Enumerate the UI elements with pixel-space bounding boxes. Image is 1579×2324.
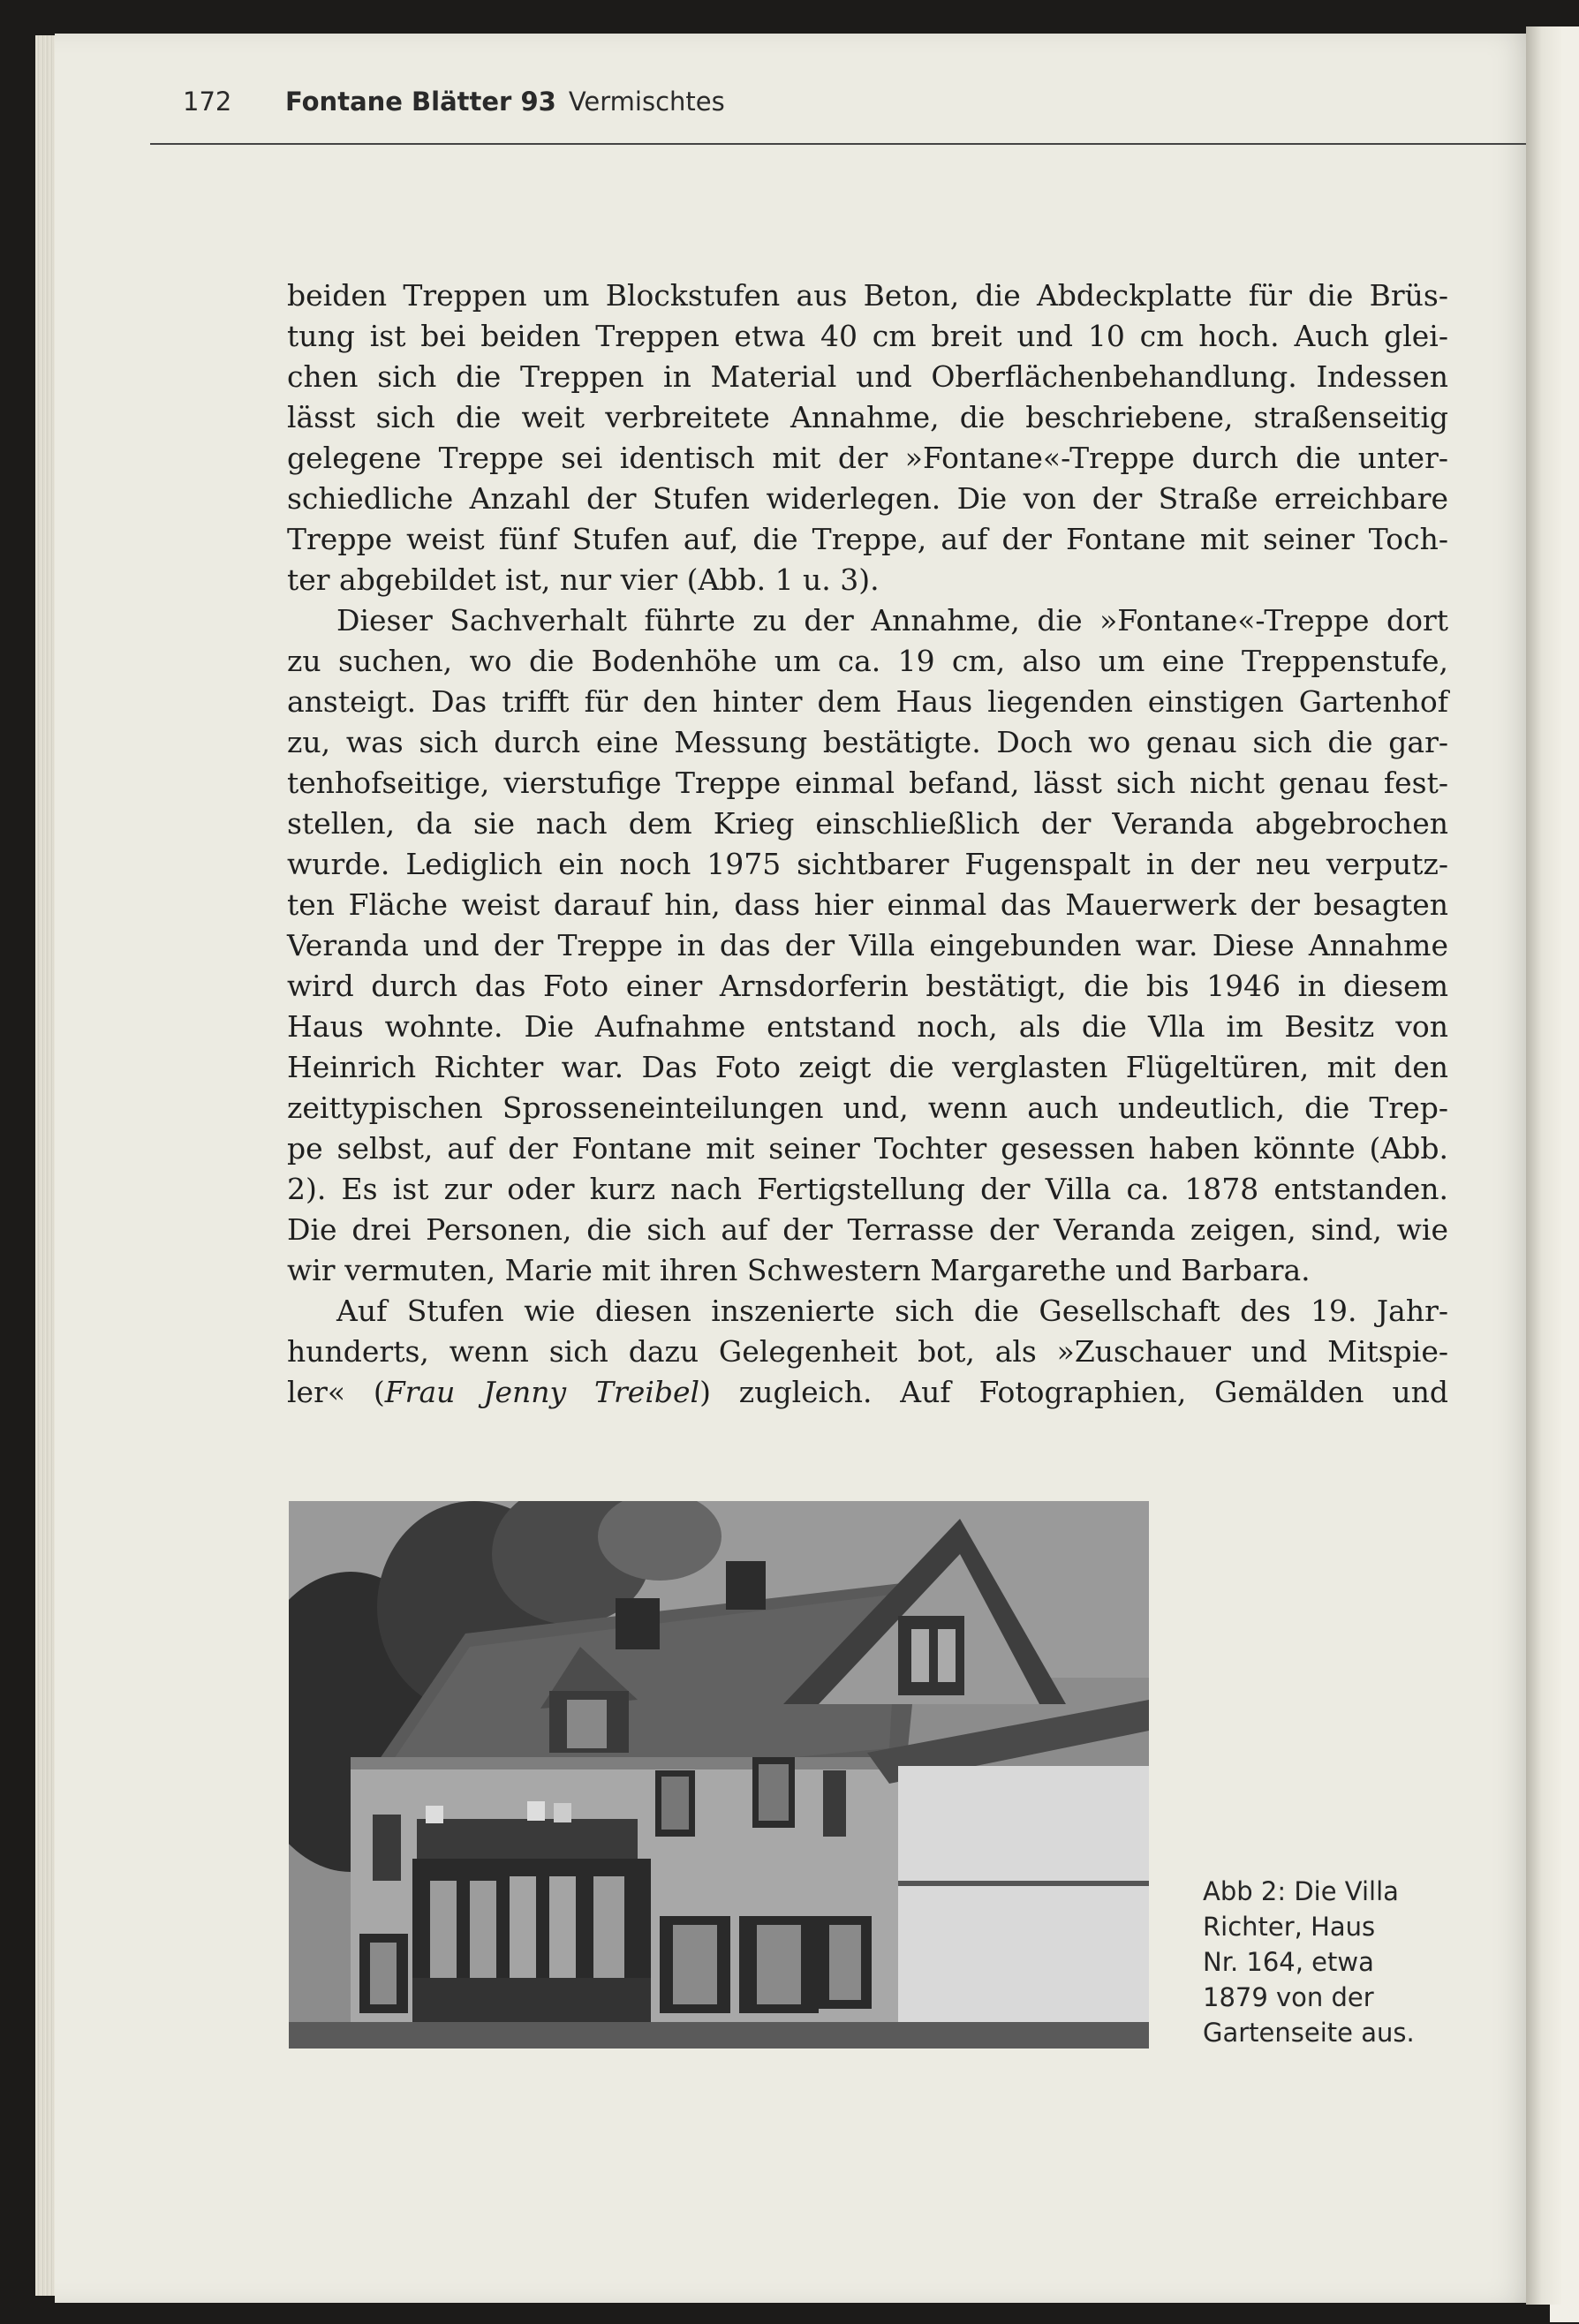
text-line: tung ist bei beiden Treppen etwa 40 cm breit und 10 cm hoch. Auch glei- <box>287 319 1448 353</box>
journal-title: Fontane Blätter 93 <box>285 87 556 117</box>
text-line: zeittypischen Sprosseneinteilungen und, wenn auch undeutlich, die Trep- <box>287 1090 1448 1125</box>
text-line: lässt sich die weit verbreitete Annahme, die beschriebene, straßenseitig <box>287 400 1448 434</box>
villa-photograph <box>289 1501 1149 2049</box>
text-line: wir vermuten, Marie mit ihren Schwestern Margarethe und Barbara. <box>287 1253 1311 1287</box>
section-title: Vermischtes <box>568 87 725 117</box>
book-title-italic: Frau Jenny Treibel <box>384 1375 700 1409</box>
text-line: Die drei Personen, die sich auf der Terrasse der Veranda zeigen, sind, wie <box>287 1212 1448 1247</box>
header-rule <box>150 143 1526 145</box>
text-line: hunderts, wenn sich dazu Gelegenheit bot, als »Zuschauer und Mitspie- <box>287 1334 1448 1369</box>
text-line: pe selbst, auf der Fontane mit seiner Tochter gesessen haben könnte (Abb. <box>287 1131 1448 1166</box>
text-line: beiden Treppen um Blockstufen aus Beton, die Abdeckplatte für die Brüs- <box>287 278 1448 313</box>
caption-line: 1879 von der <box>1203 1982 1374 2012</box>
running-head <box>183 87 725 117</box>
text-line: gelegene Treppe sei identisch mit der »Fontane«-Treppe durch die unter- <box>287 441 1448 475</box>
text-line: wurde. Lediglich ein noch 1975 sichtbarer Fugenspalt in der neu verputz- <box>287 847 1448 881</box>
text-line: ten Fläche weist darauf hin, dass hier einmal das Mauerwerk der besagten <box>287 887 1448 922</box>
text-line: schiedliche Anzahl der Stufen widerlegen. Die von der Straße erreichbare <box>287 481 1448 516</box>
page-number: 172 <box>183 87 232 117</box>
text-line: Veranda und der Treppe in das der Villa eingebunden war. Diese Annahme <box>287 928 1448 962</box>
caption-line: Richter, Haus <box>1203 1912 1376 1942</box>
caption-line: Abb 2: Die Villa <box>1203 1876 1399 1906</box>
book-gutter <box>1526 26 1561 2305</box>
text-line: wird durch das Foto einer Arnsdorferin bestätigt, die bis 1946 in diesem <box>287 969 1448 1003</box>
caption-line: Nr. 164, etwa <box>1203 1947 1374 1977</box>
text-line: Haus wohnte. Die Aufnahme entstand noch, als die Vlla im Besitz von <box>287 1009 1448 1044</box>
figure-caption <box>1203 1874 1468 2050</box>
text-line: Auf Stufen wie diesen inszenierte sich die Gesellschaft des 19. Jahr- <box>336 1294 1448 1328</box>
text-line: ter abgebildet ist, nur vier (Abb. 1 u. 3). <box>287 562 880 597</box>
text-line: Treppe weist fünf Stufen auf, die Treppe, auf der Fontane mit seiner Toch- <box>287 522 1448 556</box>
text-line: tenhofseitige, vierstufige Treppe einmal befand, lässt sich nicht genau fest- <box>287 766 1448 800</box>
text-segment: ) zugleich. Auf Fotographien, Gemälden und <box>699 1375 1448 1409</box>
text-line: Dieser Sachverhalt führte zu der Annahme, die »Fontane«-Treppe dort <box>336 603 1448 638</box>
text-line: chen sich die Treppen in Material und Oberflächenbehandlung. Indessen <box>287 359 1448 394</box>
text-line: 2). Es ist zur oder kurz nach Fertigstellung der Villa ca. 1878 entstanden. <box>287 1172 1448 1206</box>
text-line: ansteigt. Das trifft für den hinter dem Haus liegenden einstigen Gartenhof <box>287 684 1448 719</box>
text-line: stellen, da sie nach dem Krieg einschließlich der Veranda abgebrochen <box>287 806 1448 841</box>
caption-line: Gartenseite aus. <box>1203 2018 1415 2048</box>
text-line: zu, was sich durch eine Messung bestätigte. Doch wo genau sich die gar- <box>287 725 1448 759</box>
text-line-with-title <box>287 1372 1448 1413</box>
text-line: zu suchen, wo die Bodenhöhe um ca. 19 cm, also um eine Treppenstufe, <box>287 644 1448 678</box>
body-text <box>287 275 1448 1413</box>
text-segment: ler« ( <box>287 1375 385 1409</box>
text-line: Heinrich Richter war. Das Foto zeigt die verglasten Flügeltüren, mit den <box>287 1050 1448 1084</box>
